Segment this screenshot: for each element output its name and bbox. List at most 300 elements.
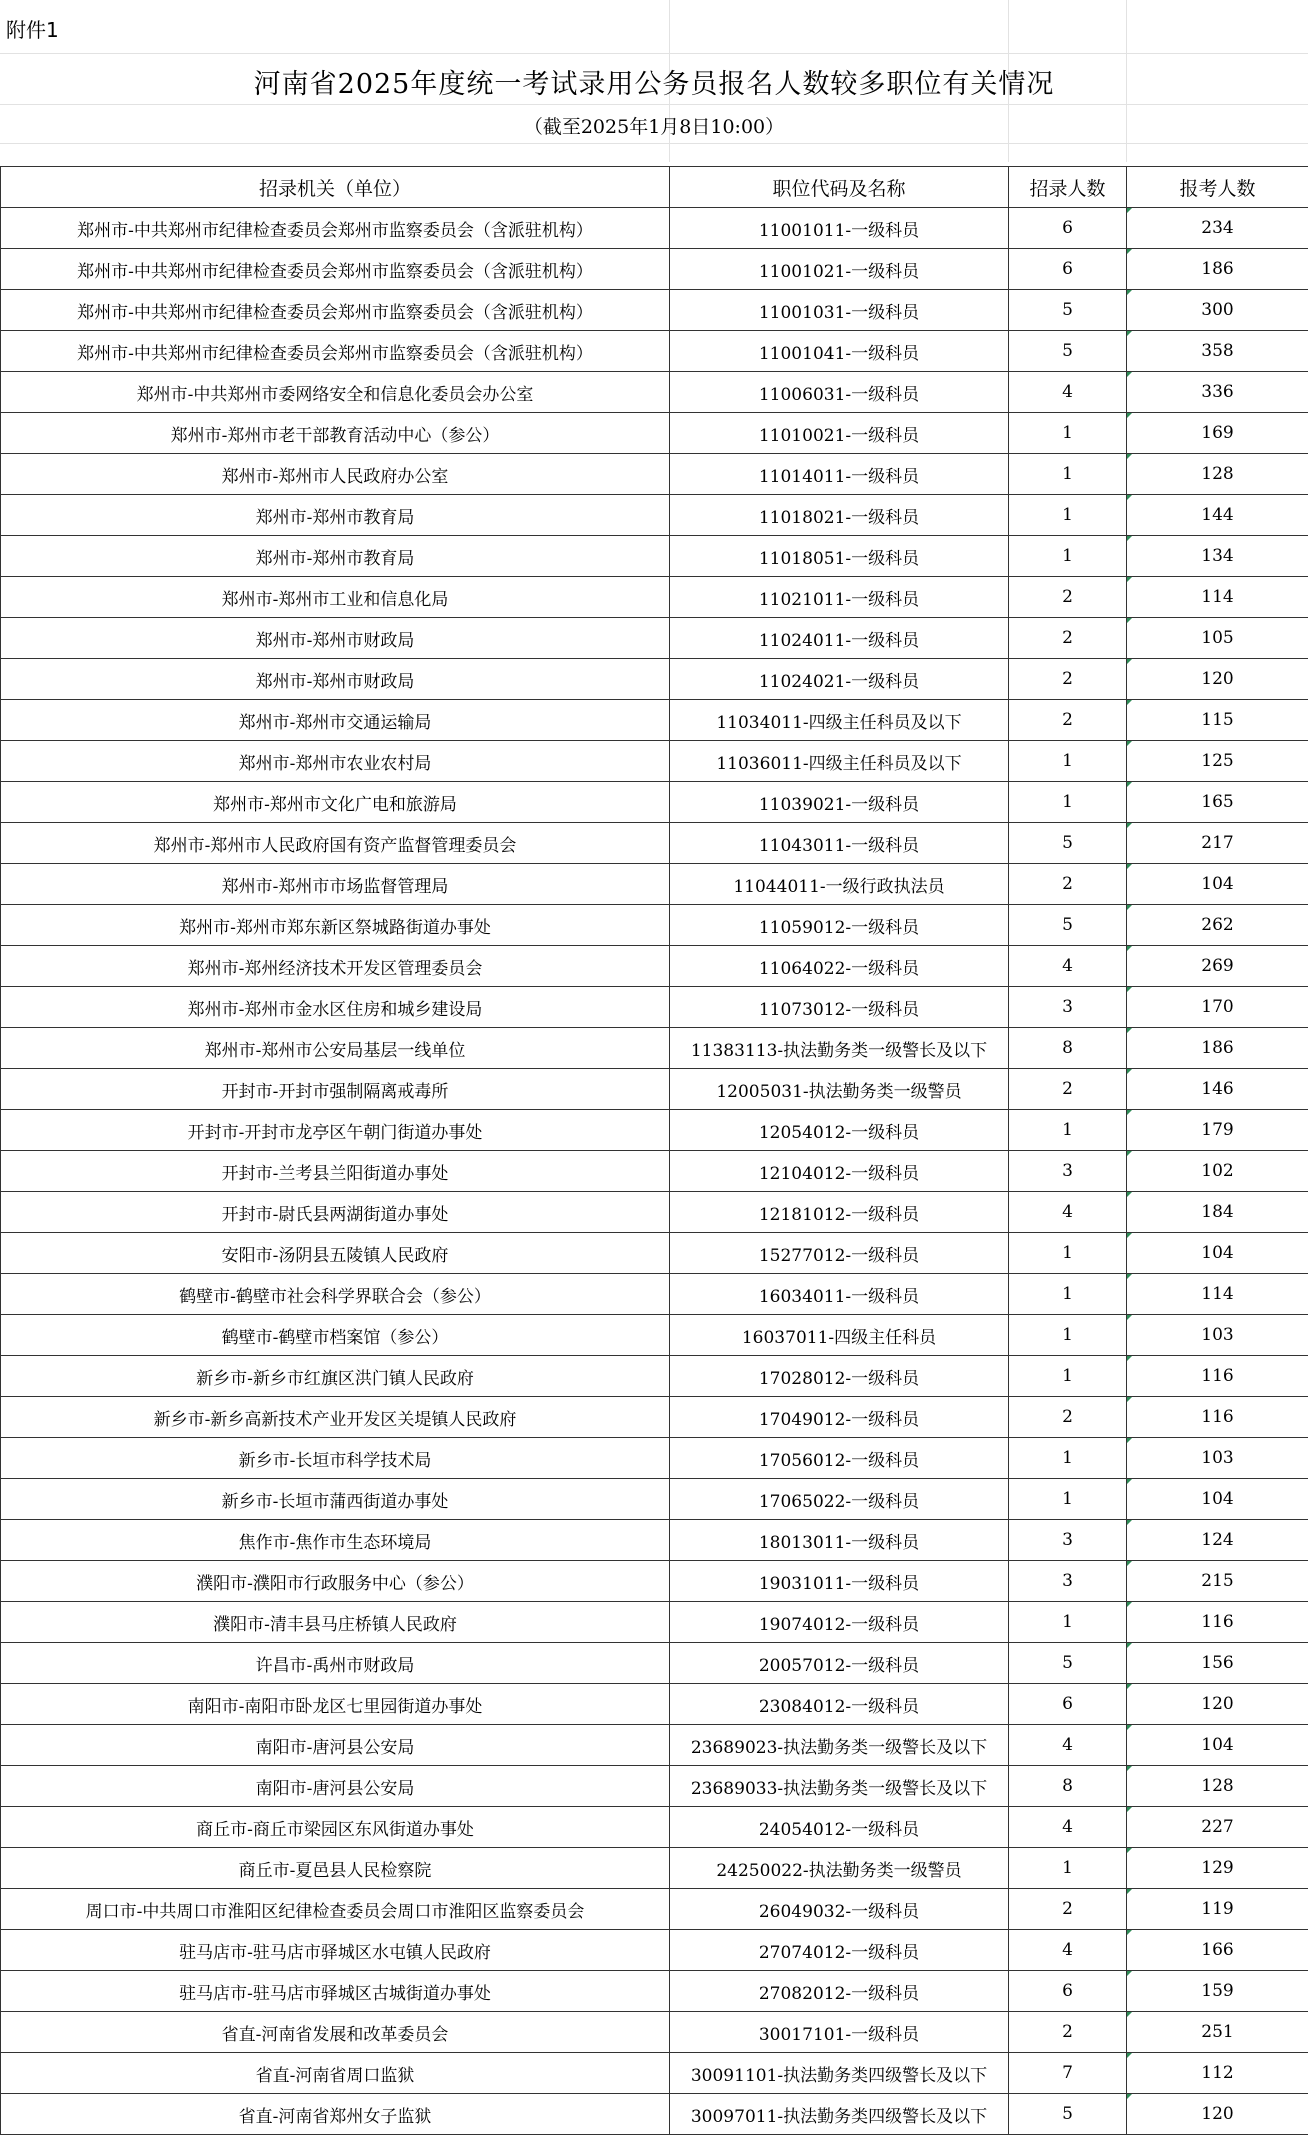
cell-indicator-icon <box>1127 1602 1132 1607</box>
cell-position[interactable]: 16034011-一级科员 <box>670 1274 1009 1315</box>
cell-applicants[interactable] <box>1127 1889 1308 1930</box>
cell-applicants[interactable] <box>1127 208 1308 249</box>
cell-unit[interactable]: 许昌市-禹州市财政局 <box>1 1643 670 1684</box>
cell-unit[interactable]: 开封市-尉氏县两湖街道办事处 <box>1 1192 670 1233</box>
table-row <box>1 1274 1308 1315</box>
cell-applicants[interactable] <box>1127 1725 1308 1766</box>
table-row <box>1 1766 1308 1807</box>
cell-indicator-icon <box>1127 2094 1132 2099</box>
cell-value: 116 <box>1201 1407 1234 1427</box>
cell-value: 103 <box>1201 1325 1234 1345</box>
cell-unit[interactable]: 驻马店市-驻马店市驿城区古城街道办事处 <box>1 1971 670 2012</box>
cell-position[interactable]: 11064022-一级科员 <box>670 946 1009 987</box>
cell-applicants[interactable] <box>1127 495 1308 536</box>
cell-position[interactable]: 17049012-一级科员 <box>670 1397 1009 1438</box>
cell-applicants[interactable] <box>1127 1971 1308 2012</box>
cell-value: 269 <box>1201 956 1234 976</box>
cell-position[interactable]: 17056012-一级科员 <box>670 1438 1009 1479</box>
cell-position[interactable]: 11001011-一级科员 <box>670 208 1009 249</box>
cell-quota[interactable]: 2 <box>1009 1069 1127 1110</box>
cell-value: 358 <box>1201 341 1234 361</box>
cell-applicants[interactable] <box>1127 659 1308 700</box>
cell-applicants[interactable] <box>1127 1315 1308 1356</box>
cell-unit[interactable]: 鹤壁市-鹤壁市社会科学界联合会（参公） <box>1 1274 670 1315</box>
cell-applicants[interactable] <box>1127 454 1308 495</box>
table-row <box>1 1028 1308 1069</box>
cell-indicator-icon <box>1127 1930 1132 1935</box>
cell-quota[interactable]: 4 <box>1009 1930 1127 1971</box>
cell-value: 102 <box>1201 1161 1234 1181</box>
cell-applicants[interactable] <box>1127 1807 1308 1848</box>
cell-applicants[interactable] <box>1127 413 1308 454</box>
cell-indicator-icon <box>1127 700 1132 705</box>
table-row <box>1 905 1308 946</box>
cell-unit[interactable]: 焦作市-焦作市生态环境局 <box>1 1520 670 1561</box>
cell-position[interactable]: 11073012-一级科员 <box>670 987 1009 1028</box>
cell-unit[interactable]: 南阳市-唐河县公安局 <box>1 1766 670 1807</box>
cell-unit[interactable]: 郑州市-郑州市财政局 <box>1 659 670 700</box>
cell-indicator-icon <box>1127 495 1132 500</box>
cell-value: 120 <box>1201 669 1234 689</box>
cell-applicants[interactable] <box>1127 987 1308 1028</box>
cell-applicants[interactable] <box>1127 536 1308 577</box>
cell-position[interactable]: 11006031-一级科员 <box>670 372 1009 413</box>
cell-quota[interactable]: 2 <box>1009 618 1127 659</box>
cell-indicator-icon <box>1127 1643 1132 1648</box>
cell-value: 184 <box>1201 1202 1234 1222</box>
cell-position[interactable]: 19031011-一级科员 <box>670 1561 1009 1602</box>
cell-quota[interactable]: 5 <box>1009 823 1127 864</box>
cell-unit[interactable]: 新乡市-长垣市蒲西街道办事处 <box>1 1479 670 1520</box>
gridline <box>0 53 1308 54</box>
cell-position[interactable]: 11024011-一级科员 <box>670 618 1009 659</box>
cell-quota[interactable]: 1 <box>1009 1438 1127 1479</box>
cell-unit[interactable]: 郑州市-郑州市人民政府国有资产监督管理委员会 <box>1 823 670 864</box>
cell-position[interactable]: 18013011-一级科员 <box>670 1520 1009 1561</box>
cell-value: 124 <box>1201 1530 1234 1550</box>
cell-quota[interactable]: 1 <box>1009 1848 1127 1889</box>
cell-quota[interactable]: 6 <box>1009 249 1127 290</box>
cell-unit[interactable]: 郑州市-郑州市农业农村局 <box>1 741 670 782</box>
cell-quota[interactable]: 8 <box>1009 1028 1127 1069</box>
table-row <box>1 331 1308 372</box>
table-row <box>1 1848 1308 1889</box>
cell-quota[interactable]: 2 <box>1009 1397 1127 1438</box>
cell-applicants[interactable] <box>1127 1069 1308 1110</box>
cell-quota[interactable]: 5 <box>1009 290 1127 331</box>
cell-unit[interactable]: 郑州市-中共郑州市委网络安全和信息化委员会办公室 <box>1 372 670 413</box>
table-row <box>1 1110 1308 1151</box>
cell-unit[interactable]: 郑州市-中共郑州市纪律检查委员会郑州市监察委员会（含派驻机构） <box>1 290 670 331</box>
cell-value: 146 <box>1201 1079 1234 1099</box>
cell-position[interactable]: 24054012-一级科员 <box>670 1807 1009 1848</box>
cell-quota[interactable]: 4 <box>1009 1725 1127 1766</box>
cell-quota[interactable]: 3 <box>1009 1520 1127 1561</box>
attachment-label: 附件1 <box>6 18 59 42</box>
cell-quota[interactable]: 1 <box>1009 1356 1127 1397</box>
table-row <box>1 1356 1308 1397</box>
table-row <box>1 208 1308 249</box>
cell-unit[interactable]: 商丘市-夏邑县人民检察院 <box>1 1848 670 1889</box>
cell-applicants[interactable] <box>1127 1684 1308 1725</box>
cell-indicator-icon <box>1127 1028 1132 1033</box>
cell-indicator-icon <box>1127 1971 1132 1976</box>
cell-value: 128 <box>1201 464 1234 484</box>
cell-applicants[interactable] <box>1127 1930 1308 1971</box>
cell-applicants[interactable] <box>1127 1848 1308 1889</box>
cell-quota[interactable]: 8 <box>1009 1766 1127 1807</box>
cell-applicants[interactable] <box>1127 1479 1308 1520</box>
cell-value: 134 <box>1201 546 1234 566</box>
table-row <box>1 864 1308 905</box>
cell-applicants[interactable] <box>1127 1397 1308 1438</box>
page-subtitle: （截至2025年1月8日10:00） <box>523 116 785 138</box>
cell-position[interactable]: 11018021-一级科员 <box>670 495 1009 536</box>
cell-unit[interactable]: 郑州市-郑州市财政局 <box>1 618 670 659</box>
cell-unit[interactable]: 开封市-开封市强制隔离戒毒所 <box>1 1069 670 1110</box>
table-row <box>1 823 1308 864</box>
cell-value: 116 <box>1201 1612 1234 1632</box>
cell-quota[interactable]: 1 <box>1009 1602 1127 1643</box>
cell-applicants[interactable] <box>1127 1192 1308 1233</box>
cell-quota[interactable]: 7 <box>1009 2053 1127 2094</box>
cell-quota[interactable]: 1 <box>1009 1110 1127 1151</box>
cell-position[interactable]: 20057012-一级科员 <box>670 1643 1009 1684</box>
cell-applicants[interactable] <box>1127 1274 1308 1315</box>
cell-indicator-icon <box>1127 1233 1132 1238</box>
cell-indicator-icon <box>1127 1438 1132 1443</box>
cell-indicator-icon <box>1127 454 1132 459</box>
table-row <box>1 1889 1308 1930</box>
cell-unit[interactable]: 新乡市-长垣市科学技术局 <box>1 1438 670 1479</box>
cell-quota[interactable]: 1 <box>1009 413 1127 454</box>
cell-value: 125 <box>1201 751 1234 771</box>
cell-quota[interactable]: 2 <box>1009 2012 1127 2053</box>
cell-unit[interactable]: 郑州市-郑州市工业和信息化局 <box>1 577 670 618</box>
table-row <box>1 782 1308 823</box>
table-row <box>1 2094 1308 2135</box>
cell-indicator-icon <box>1127 249 1132 254</box>
cell-position[interactable]: 16037011-四级主任科员 <box>670 1315 1009 1356</box>
cell-value: 115 <box>1201 710 1234 730</box>
cell-quota[interactable]: 1 <box>1009 1479 1127 1520</box>
cell-quota[interactable]: 5 <box>1009 2094 1127 2135</box>
cell-position[interactable]: 11383113-执法勤务类一级警长及以下 <box>670 1028 1009 1069</box>
cell-applicants[interactable] <box>1127 372 1308 413</box>
cell-quota[interactable]: 5 <box>1009 331 1127 372</box>
cell-unit[interactable]: 开封市-开封市龙亭区午朝门街道办事处 <box>1 1110 670 1151</box>
cell-indicator-icon <box>1127 1807 1132 1812</box>
cell-position[interactable]: 12104012-一级科员 <box>670 1151 1009 1192</box>
cell-quota[interactable]: 2 <box>1009 700 1127 741</box>
cell-unit[interactable]: 郑州市-中共郑州市纪律检查委员会郑州市监察委员会（含派驻机构） <box>1 249 670 290</box>
cell-indicator-icon <box>1127 1356 1132 1361</box>
cell-indicator-icon <box>1127 536 1132 541</box>
cell-position[interactable]: 11036011-四级主任科员及以下 <box>670 741 1009 782</box>
cell-value: 104 <box>1201 1735 1234 1755</box>
cell-applicants[interactable] <box>1127 1643 1308 1684</box>
cell-quota[interactable]: 6 <box>1009 1971 1127 2012</box>
table-row <box>1 454 1308 495</box>
cell-indicator-icon <box>1127 987 1132 992</box>
cell-applicants[interactable] <box>1127 577 1308 618</box>
cell-quota[interactable]: 3 <box>1009 1151 1127 1192</box>
cell-unit[interactable]: 周口市-中共周口市淮阳区纪律检查委员会周口市淮阳区监察委员会 <box>1 1889 670 1930</box>
cell-indicator-icon <box>1127 1151 1132 1156</box>
cell-applicants[interactable] <box>1127 1520 1308 1561</box>
cell-position[interactable]: 17028012-一级科员 <box>670 1356 1009 1397</box>
cell-value: 120 <box>1201 1694 1234 1714</box>
cell-quota[interactable]: 2 <box>1009 659 1127 700</box>
cell-quota[interactable]: 5 <box>1009 1643 1127 1684</box>
cell-unit[interactable]: 鹤壁市-鹤壁市档案馆（参公） <box>1 1315 670 1356</box>
cell-applicants[interactable] <box>1127 823 1308 864</box>
cell-position[interactable]: 12054012-一级科员 <box>670 1110 1009 1151</box>
cell-quota[interactable]: 4 <box>1009 1192 1127 1233</box>
cell-quota[interactable]: 6 <box>1009 208 1127 249</box>
cell-applicants[interactable] <box>1127 1438 1308 1479</box>
cell-indicator-icon <box>1127 1315 1132 1320</box>
table-row <box>1 577 1308 618</box>
cell-applicants[interactable] <box>1127 700 1308 741</box>
cell-applicants[interactable] <box>1127 1110 1308 1151</box>
cell-applicants[interactable] <box>1127 2012 1308 2053</box>
cell-indicator-icon <box>1127 1889 1132 1894</box>
cell-applicants[interactable] <box>1127 1028 1308 1069</box>
cell-position[interactable]: 23084012-一级科员 <box>670 1684 1009 1725</box>
cell-position[interactable]: 11039021-一级科员 <box>670 782 1009 823</box>
cell-applicants[interactable] <box>1127 1151 1308 1192</box>
cell-value: 186 <box>1201 259 1234 279</box>
cell-quota[interactable]: 4 <box>1009 1807 1127 1848</box>
cell-applicants[interactable] <box>1127 1233 1308 1274</box>
table-row <box>1 618 1308 659</box>
cell-quota[interactable]: 2 <box>1009 864 1127 905</box>
cell-value: 114 <box>1201 587 1234 607</box>
cell-position[interactable]: 11034011-四级主任科员及以下 <box>670 700 1009 741</box>
cell-applicants[interactable] <box>1127 741 1308 782</box>
cell-unit[interactable]: 郑州市-郑州市教育局 <box>1 495 670 536</box>
cell-position[interactable]: 15277012-一级科员 <box>670 1233 1009 1274</box>
table-row <box>1 1684 1308 1725</box>
cell-position[interactable]: 11014011-一级科员 <box>670 454 1009 495</box>
table-row <box>1 987 1308 1028</box>
cell-position[interactable]: 17065022-一级科员 <box>670 1479 1009 1520</box>
cell-indicator-icon <box>1127 1561 1132 1566</box>
cell-indicator-icon <box>1127 2012 1132 2017</box>
cell-position[interactable]: 12181012-一级科员 <box>670 1192 1009 1233</box>
cell-unit[interactable]: 新乡市-新乡市红旗区洪门镇人民政府 <box>1 1356 670 1397</box>
table-row <box>1 1192 1308 1233</box>
table-row <box>1 946 1308 987</box>
table-row <box>1 659 1308 700</box>
cell-indicator-icon <box>1127 413 1132 418</box>
cell-indicator-icon <box>1127 1848 1132 1853</box>
cell-unit[interactable]: 郑州市-郑州市公安局基层一线单位 <box>1 1028 670 1069</box>
cell-quota[interactable]: 1 <box>1009 741 1127 782</box>
table-row <box>1 249 1308 290</box>
cell-quota[interactable]: 1 <box>1009 1233 1127 1274</box>
cell-position[interactable]: 27082012-一级科员 <box>670 1971 1009 2012</box>
cell-position[interactable]: 30017101-一级科员 <box>670 2012 1009 2053</box>
cell-quota[interactable]: 1 <box>1009 536 1127 577</box>
cell-position[interactable]: 11059012-一级科员 <box>670 905 1009 946</box>
cell-indicator-icon <box>1127 1069 1132 1074</box>
cell-value: 234 <box>1201 218 1234 238</box>
cell-position[interactable]: 23689023-执法勤务类一级警长及以下 <box>670 1725 1009 1766</box>
cell-position[interactable]: 11001021-一级科员 <box>670 249 1009 290</box>
cell-indicator-icon <box>1127 659 1132 664</box>
positions-table <box>0 166 1308 2135</box>
cell-unit[interactable]: 南阳市-唐河县公安局 <box>1 1725 670 1766</box>
cell-position[interactable]: 30091101-执法勤务类四级警长及以下 <box>670 2053 1009 2094</box>
cell-applicants[interactable] <box>1127 2094 1308 2135</box>
cell-unit[interactable]: 郑州市-郑州经济技术开发区管理委员会 <box>1 946 670 987</box>
cell-applicants[interactable] <box>1127 1602 1308 1643</box>
cell-position[interactable]: 12005031-执法勤务类一级警员 <box>670 1069 1009 1110</box>
cell-position[interactable]: 26049032-一级科员 <box>670 1889 1009 1930</box>
cell-unit[interactable]: 濮阳市-清丰县马庄桥镇人民政府 <box>1 1602 670 1643</box>
table-row <box>1 413 1308 454</box>
cell-applicants[interactable] <box>1127 864 1308 905</box>
cell-value: 251 <box>1201 2022 1234 2042</box>
cell-applicants[interactable] <box>1127 1356 1308 1397</box>
cell-unit[interactable]: 驻马店市-驻马店市驿城区水屯镇人民政府 <box>1 1930 670 1971</box>
cell-position[interactable]: 11024021-一级科员 <box>670 659 1009 700</box>
table-row <box>1 2012 1308 2053</box>
cell-unit[interactable]: 郑州市-郑州市人民政府办公室 <box>1 454 670 495</box>
cell-applicants[interactable] <box>1127 331 1308 372</box>
cell-position[interactable]: 11043011-一级科员 <box>670 823 1009 864</box>
cell-indicator-icon <box>1127 1192 1132 1197</box>
table-row <box>1 372 1308 413</box>
cell-unit[interactable]: 安阳市-汤阴县五陵镇人民政府 <box>1 1233 670 1274</box>
table-row <box>1 1807 1308 1848</box>
cell-indicator-icon <box>1127 823 1132 828</box>
table-row <box>1 1561 1308 1602</box>
cell-value: 217 <box>1201 833 1234 853</box>
cell-indicator-icon <box>1127 2053 1132 2058</box>
table-row <box>1 1602 1308 1643</box>
cell-value: 129 <box>1201 1858 1234 1878</box>
cell-indicator-icon <box>1127 1274 1132 1279</box>
cell-quota[interactable]: 3 <box>1009 1561 1127 1602</box>
cell-unit[interactable]: 商丘市-商丘市梁园区东风街道办事处 <box>1 1807 670 1848</box>
cell-applicants[interactable] <box>1127 249 1308 290</box>
cell-indicator-icon <box>1127 618 1132 623</box>
cell-position[interactable]: 11010021-一级科员 <box>670 413 1009 454</box>
cell-indicator-icon <box>1127 741 1132 746</box>
cell-applicants[interactable] <box>1127 1561 1308 1602</box>
cell-applicants[interactable] <box>1127 1766 1308 1807</box>
cell-quota[interactable]: 1 <box>1009 1315 1127 1356</box>
cell-value: 105 <box>1201 628 1234 648</box>
cell-unit[interactable]: 郑州市-郑州市交通运输局 <box>1 700 670 741</box>
cell-value: 120 <box>1201 2104 1234 2124</box>
cell-indicator-icon <box>1127 208 1132 213</box>
cell-indicator-icon <box>1127 1397 1132 1402</box>
cell-unit[interactable]: 郑州市-郑州市教育局 <box>1 536 670 577</box>
cell-applicants[interactable] <box>1127 2053 1308 2094</box>
cell-position[interactable]: 23689033-执法勤务类一级警长及以下 <box>670 1766 1009 1807</box>
cell-indicator-icon <box>1127 1684 1132 1689</box>
cell-unit[interactable]: 省直-河南省周口监狱 <box>1 2053 670 2094</box>
cell-position[interactable]: 30097011-执法勤务类四级警长及以下 <box>670 2094 1009 2135</box>
cell-applicants[interactable] <box>1127 905 1308 946</box>
cell-value: 128 <box>1201 1776 1234 1796</box>
table-row <box>1 1397 1308 1438</box>
cell-applicants[interactable] <box>1127 290 1308 331</box>
cell-unit[interactable]: 新乡市-新乡高新技术产业开发区关堤镇人民政府 <box>1 1397 670 1438</box>
cell-quota[interactable]: 1 <box>1009 495 1127 536</box>
cell-unit[interactable]: 郑州市-郑州市老干部教育活动中心（参公） <box>1 413 670 454</box>
cell-value: 179 <box>1201 1120 1234 1140</box>
gridline <box>0 104 1308 105</box>
cell-unit[interactable]: 开封市-兰考县兰阳街道办事处 <box>1 1151 670 1192</box>
cell-value: 116 <box>1201 1366 1234 1386</box>
cell-unit[interactable]: 濮阳市-濮阳市行政服务中心（参公） <box>1 1561 670 1602</box>
cell-quota[interactable]: 1 <box>1009 454 1127 495</box>
cell-quota[interactable]: 2 <box>1009 577 1127 618</box>
cell-quota[interactable]: 5 <box>1009 905 1127 946</box>
cell-position[interactable]: 24250022-执法勤务类一级警员 <box>670 1848 1009 1889</box>
cell-quota[interactable]: 1 <box>1009 1274 1127 1315</box>
cell-unit[interactable]: 郑州市-郑州市郑东新区祭城路街道办事处 <box>1 905 670 946</box>
cell-quota[interactable]: 4 <box>1009 372 1127 413</box>
table-row <box>1 495 1308 536</box>
cell-applicants[interactable] <box>1127 618 1308 659</box>
cell-unit[interactable]: 郑州市-郑州市金水区住房和城乡建设局 <box>1 987 670 1028</box>
cell-unit[interactable]: 郑州市-郑州市市场监督管理局 <box>1 864 670 905</box>
cell-value: 103 <box>1201 1448 1234 1468</box>
cell-position[interactable]: 27074012-一级科员 <box>670 1930 1009 1971</box>
table-row <box>1 290 1308 331</box>
cell-applicants[interactable] <box>1127 782 1308 823</box>
header-position: 职位代码及名称 <box>670 167 1009 208</box>
cell-position[interactable]: 11001041-一级科员 <box>670 331 1009 372</box>
cell-unit[interactable]: 南阳市-南阳市卧龙区七里园街道办事处 <box>1 1684 670 1725</box>
table-row <box>1 741 1308 782</box>
cell-position[interactable]: 11021011-一级科员 <box>670 577 1009 618</box>
cell-unit[interactable]: 郑州市-中共郑州市纪律检查委员会郑州市监察委员会（含派驻机构） <box>1 331 670 372</box>
cell-quota[interactable]: 4 <box>1009 946 1127 987</box>
table-body <box>1 208 1308 2135</box>
cell-position[interactable]: 11018051-一级科员 <box>670 536 1009 577</box>
cell-value: 144 <box>1201 505 1234 525</box>
cell-quota[interactable]: 2 <box>1009 1889 1127 1930</box>
cell-indicator-icon <box>1127 290 1132 295</box>
cell-quota[interactable]: 3 <box>1009 987 1127 1028</box>
cell-unit[interactable]: 郑州市-中共郑州市纪律检查委员会郑州市监察委员会（含派驻机构） <box>1 208 670 249</box>
cell-position[interactable]: 11044011-一级行政执法员 <box>670 864 1009 905</box>
cell-position[interactable]: 19074012-一级科员 <box>670 1602 1009 1643</box>
cell-unit[interactable]: 省直-河南省郑州女子监狱 <box>1 2094 670 2135</box>
cell-quota[interactable]: 1 <box>1009 782 1127 823</box>
cell-unit[interactable]: 郑州市-郑州市文化广电和旅游局 <box>1 782 670 823</box>
table-row <box>1 1315 1308 1356</box>
cell-quota[interactable]: 6 <box>1009 1684 1127 1725</box>
cell-position[interactable]: 11001031-一级科员 <box>670 290 1009 331</box>
table-row <box>1 2053 1308 2094</box>
cell-value: 227 <box>1201 1817 1234 1837</box>
table-row <box>1 536 1308 577</box>
cell-applicants[interactable] <box>1127 946 1308 987</box>
cell-value: 170 <box>1201 997 1234 1017</box>
table-row <box>1 1930 1308 1971</box>
cell-unit[interactable]: 省直-河南省发展和改革委员会 <box>1 2012 670 2053</box>
cell-value: 169 <box>1201 423 1234 443</box>
cell-value: 165 <box>1201 792 1234 812</box>
